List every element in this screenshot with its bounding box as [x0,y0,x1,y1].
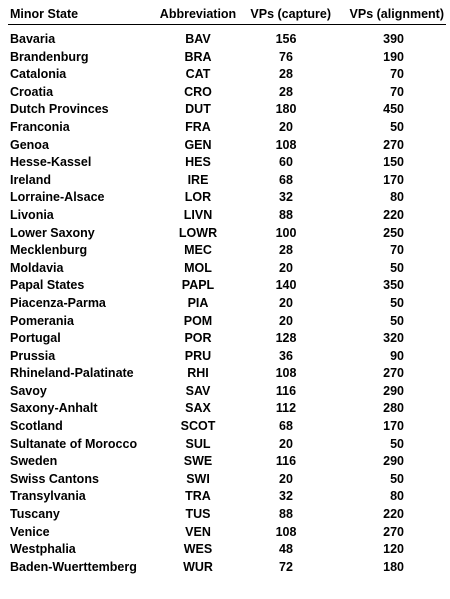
table-row [8,25,446,49]
vps-capture-cell: 20 [279,471,293,486]
state-cell: Croatia [10,84,54,99]
vps-capture-cell: 20 [279,295,293,310]
table-header [8,4,446,25]
vps-capture-cell: 48 [279,542,293,557]
vps-alignment-cell: 450 [383,102,404,117]
abbreviation-cell: PAPL [181,278,215,293]
vps-alignment-cell: 390 [383,32,404,46]
state-cell: Franconia [10,119,70,134]
vps-alignment-cell: 50 [390,436,404,451]
state-cell: Lower Saxony [10,225,95,240]
table-row [8,66,446,84]
vps-alignment-cell: 50 [390,119,404,134]
state-cell: Papal States [10,278,85,293]
abbreviation-cell: TUS [185,507,211,522]
abbreviation-cell: WUR [183,559,213,574]
vps-alignment-cell: 290 [383,454,404,469]
vps-capture-cell: 32 [279,489,293,504]
table-body [8,25,446,577]
vps-alignment-cell: 250 [383,225,404,240]
state-cell: Ireland [10,172,51,187]
state-cell: Brandenburg [10,49,89,64]
vps-alignment-cell: 270 [383,137,404,152]
table-row [8,383,446,401]
header-vps-alignment: VPs (alignment) [331,4,446,25]
vps-alignment-cell: 80 [390,190,404,205]
vps-capture-cell: 76 [279,49,293,64]
abbreviation-cell: POR [184,331,212,346]
vps-alignment-cell: 190 [383,49,404,64]
table-row [8,84,446,102]
state-cell: Piacenza-Parma [10,295,106,310]
vps-alignment-cell: 220 [383,507,404,522]
state-cell: Westphalia [10,542,76,557]
table-row [8,488,446,506]
state-cell: Portugal [10,331,61,346]
abbreviation-cell: PRU [184,348,212,363]
abbreviation-cell: SWI [186,471,210,486]
vps-alignment-cell: 50 [390,295,404,310]
state-cell: Moldavia [10,260,64,275]
header-vps-capture: VPs (capture) [241,4,331,25]
vps-alignment-cell: 70 [390,84,404,99]
abbreviation-cell: SAX [185,401,211,416]
abbreviation-cell: BRA [184,49,212,64]
table-row [8,506,446,524]
vps-capture-cell: 20 [279,260,293,275]
table-row [8,330,446,348]
abbreviation-cell: FRA [185,119,211,134]
abbreviation-cell: LOWR [178,225,218,240]
abbreviation-cell: SWE [183,454,213,469]
table-row [8,49,446,67]
vps-alignment-cell: 50 [390,313,404,328]
state-cell: Mecklenburg [10,243,88,258]
state-cell: Pomerania [10,313,74,328]
table-row [8,436,446,454]
table-row [8,295,446,313]
state-cell: Catalonia [10,67,67,82]
state-cell: Dutch Provinces [10,102,109,117]
vps-capture-cell: 116 [275,383,297,398]
state-cell: Livonia [10,207,54,222]
vps-alignment-cell: 170 [383,172,404,187]
vps-alignment-cell: 70 [390,243,404,258]
vps-capture-cell: 112 [275,401,297,416]
table-row [8,348,446,366]
state-cell: Tuscany [10,507,60,522]
vps-capture-cell: 108 [275,524,297,539]
state-cell: Baden-Wuerttemberg [10,559,137,574]
vps-capture-cell: 28 [279,243,293,258]
vps-capture-cell: 108 [275,137,297,152]
table-row [8,365,446,383]
vps-capture-cell: 60 [279,155,293,170]
abbreviation-cell: CRO [184,84,212,99]
vps-capture-cell: 28 [279,67,293,82]
table-row [8,471,446,489]
table-row [8,260,446,278]
state-cell: Bavaria [10,32,56,46]
table-row [8,277,446,295]
table-row [8,189,446,207]
table-row [8,559,446,577]
vps-capture-cell: 32 [279,190,293,205]
vps-capture-cell: 20 [279,119,293,134]
state-cell: Savoy [10,383,47,398]
vps-alignment-cell: 80 [390,489,404,504]
abbreviation-cell: VEN [185,524,211,539]
vps-alignment-cell: 170 [383,419,404,434]
vps-capture-cell: 100 [275,225,297,240]
vps-capture-cell: 116 [275,454,297,469]
vps-capture-cell: 156 [275,32,297,46]
minor-states-table [8,4,446,576]
abbreviation-cell: MEC [184,243,212,258]
table-row [8,453,446,471]
abbreviation-cell: SUL [185,436,211,451]
abbreviation-cell: HES [185,155,211,170]
vps-alignment-cell: 90 [390,348,404,363]
vps-capture-cell: 128 [275,331,297,346]
vps-capture-cell: 20 [279,313,293,328]
table-row [8,207,446,225]
table-row [8,154,446,172]
state-cell: Sweden [10,454,58,469]
vps-capture-cell: 36 [279,348,293,363]
table-row [8,418,446,436]
abbreviation-cell: SAV [185,383,211,398]
vps-alignment-cell: 50 [390,471,404,486]
abbreviation-cell: TRA [185,489,211,504]
vps-alignment-cell: 150 [383,155,404,170]
abbreviation-cell: PIA [187,295,209,310]
header-row [8,4,446,25]
vps-alignment-cell: 280 [383,401,404,416]
state-cell: Prussia [10,348,56,363]
vps-capture-cell: 28 [279,84,293,99]
state-cell: Scotland [10,419,63,434]
table-row [8,541,446,559]
vps-capture-cell: 88 [279,507,293,522]
vps-alignment-cell: 350 [383,278,404,293]
vps-capture-cell: 88 [279,207,293,222]
state-cell: Transylvania [10,489,86,504]
abbreviation-cell: DUT [185,102,211,117]
table-row [8,225,446,243]
abbreviation-cell: BAV [185,32,211,46]
vps-alignment-cell: 220 [383,207,404,222]
vps-alignment-cell: 180 [383,559,404,574]
vps-alignment-cell: 270 [383,524,404,539]
abbreviation-cell: LOR [184,190,212,205]
header-abbreviation: Abbreviation [155,4,241,25]
vps-alignment-cell: 50 [390,260,404,275]
vps-capture-cell: 108 [275,366,297,381]
table-row [8,119,446,137]
vps-alignment-cell: 320 [383,331,404,346]
table-row [8,313,446,331]
table-row [8,172,446,190]
header-minor-state: Minor State [8,4,155,25]
state-cell: Saxony-Anhalt [10,401,98,416]
vps-alignment-cell: 290 [383,383,404,398]
vps-alignment-cell: 270 [383,366,404,381]
abbreviation-cell: WES [183,542,213,557]
abbreviation-cell: CAT [185,67,211,82]
vps-capture-cell: 180 [275,102,297,117]
state-cell: Sultanate of Morocco [10,436,138,451]
abbreviation-cell: RHI [187,366,209,381]
state-cell: Hesse-Kassel [10,155,92,170]
abbreviation-cell: GEN [184,137,212,152]
abbreviation-cell: MOL [184,260,212,275]
table-row [8,524,446,542]
table-row [8,242,446,260]
table-row [8,400,446,418]
vps-alignment-cell: 70 [390,67,404,82]
vps-capture-cell: 68 [279,172,293,187]
vps-capture-cell: 140 [275,278,297,293]
vps-capture-cell: 68 [279,419,293,434]
vps-alignment-cell: 120 [383,542,404,557]
table-row [8,101,446,119]
state-cell: Genoa [10,137,49,152]
abbreviation-cell: IRE [187,172,209,187]
vps-capture-cell: 20 [279,436,293,451]
state-cell: Venice [10,524,50,539]
state-cell: Rhineland-Palatinate [10,366,134,381]
state-cell: Lorraine-Alsace [10,190,105,205]
abbreviation-cell: LIVN [183,207,213,222]
abbreviation-cell: SCOT [180,419,216,434]
table-row [8,137,446,155]
state-cell: Swiss Cantons [10,471,99,486]
abbreviation-cell: POM [183,313,213,328]
vps-capture-cell: 72 [279,559,293,574]
